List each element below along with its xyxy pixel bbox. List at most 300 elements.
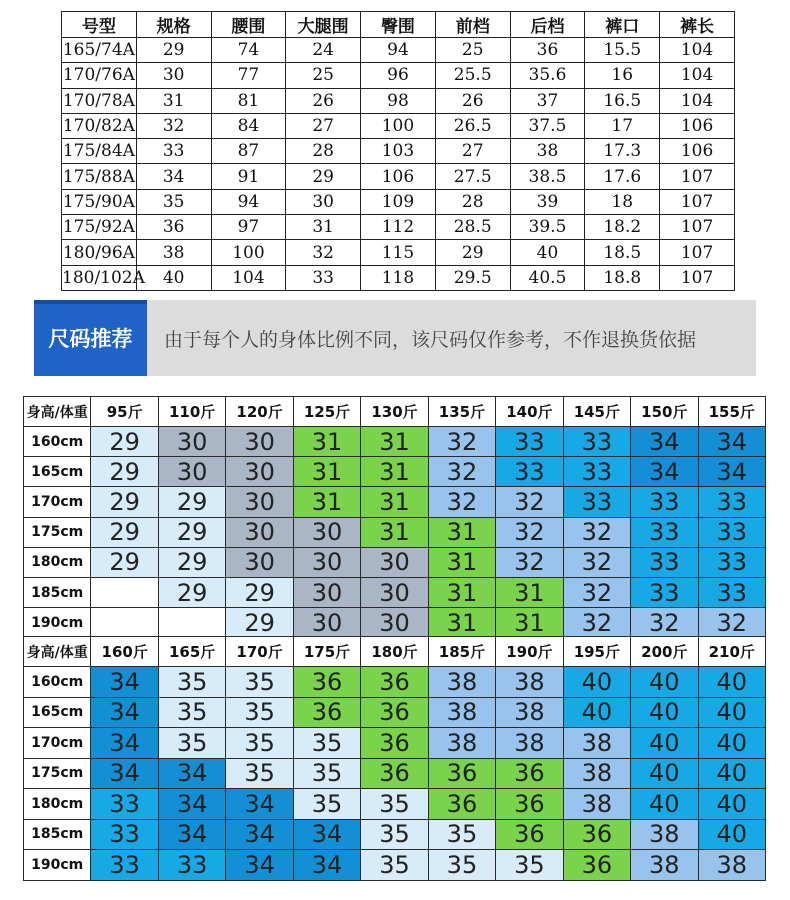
size-chart-cell: 30 [136,63,211,88]
size-chart-header-cell: 腰围 [211,12,286,38]
size-chart-cell: 77 [211,63,286,88]
weight-header-cell: 110斤 [158,397,225,427]
size-chart-cell: 36 [510,38,585,63]
weight-header-cell: 200斤 [631,637,698,667]
size-chart-header-cell: 后档 [510,12,585,38]
size-cell: 36 [428,758,495,789]
weight-header-cell: 175斤 [293,637,360,667]
size-chart-cell: 170/76A [62,63,137,88]
size-cell: 40 [563,697,630,728]
size-cell: 30 [158,427,225,457]
size-chart-cell: 118 [361,265,436,290]
size-cell: 30 [293,547,360,577]
grid-row [24,850,766,881]
size-chart-cell: 33 [136,139,211,164]
size-cell: 34 [226,789,293,820]
size-cell: 31 [293,457,360,487]
size-cell: 32 [496,547,563,577]
size-chart-header-cell: 前档 [435,12,510,38]
size-cell: 29 [91,457,158,487]
size-cell: 31 [428,608,495,638]
size-chart-cell: 37 [510,88,585,113]
size-cell: 30 [293,577,360,607]
size-cell: 29 [158,517,225,547]
size-cell: 35 [226,667,293,698]
size-cell: 29 [91,547,158,577]
size-cell: 35 [293,789,360,820]
size-chart-cell: 27.5 [435,164,510,189]
size-chart-cell: 24 [286,38,361,63]
size-chart-cell: 35 [136,189,211,214]
size-cell: 31 [361,427,428,457]
size-cell: 33 [563,427,630,457]
size-cell: 29 [91,487,158,517]
size-chart-cell: 25 [435,38,510,63]
size-cell: 36 [563,850,630,881]
size-cell: 30 [158,457,225,487]
size-cell: 35 [428,850,495,881]
size-cell: 33 [91,789,158,820]
size-chart-cell: 18.5 [585,240,660,265]
size-cell: 32 [698,608,765,638]
size-cell: 40 [631,667,698,698]
size-chart-header-cell: 裤口 [585,12,660,38]
size-chart-cell: 104 [660,38,735,63]
size-cell: 40 [631,758,698,789]
grid-corner-label: 身高/体重 [24,397,91,427]
size-cell: 34 [698,457,765,487]
size-cell: 35 [361,850,428,881]
size-chart-cell: 81 [211,88,286,113]
size-cell: 40 [631,697,698,728]
size-cell: 36 [293,667,360,698]
size-chart-cell: 31 [136,88,211,113]
height-label-cell: 190cm [24,850,91,881]
size-cell: 36 [496,789,563,820]
size-cell: 36 [361,758,428,789]
size-chart-cell: 25.5 [435,63,510,88]
size-cell: 35 [496,850,563,881]
size-cell: 33 [91,850,158,881]
size-cell: 31 [428,547,495,577]
size-chart-cell: 40 [510,240,585,265]
size-cell: 32 [428,487,495,517]
height-label-cell: 175cm [24,758,91,789]
weight-header-cell: 185斤 [428,637,495,667]
size-chart-cell: 84 [211,113,286,138]
size-chart-cell: 107 [660,240,735,265]
size-cell: 29 [226,577,293,607]
size-cell: 32 [563,547,630,577]
size-cell: 35 [428,819,495,850]
size-chart-cell: 39 [510,189,585,214]
size-chart-cell: 107 [660,164,735,189]
size-cell: 38 [631,819,698,850]
size-cell: 40 [698,667,765,698]
size-cell: 31 [361,457,428,487]
size-chart-cell: 27 [435,139,510,164]
size-cell: 38 [496,728,563,759]
size-chart-cell: 18 [585,189,660,214]
size-chart-cell: 39.5 [510,215,585,240]
size-chart-cell: 18.8 [585,265,660,290]
size-chart-cell: 106 [361,164,436,189]
size-chart-cell: 175/84A [62,139,137,164]
size-cell: 31 [293,487,360,517]
size-cell: 36 [361,667,428,698]
weight-header-cell: 140斤 [496,397,563,427]
size-chart-row [62,38,735,63]
banner-accent [34,300,147,304]
grid-header-row [24,397,766,427]
empty-cell [91,608,158,638]
empty-cell [91,577,158,607]
size-chart-cell: 175/88A [62,164,137,189]
size-cell: 33 [698,517,765,547]
size-cell: 36 [496,758,563,789]
size-cell: 34 [91,667,158,698]
size-chart-cell: 104 [211,265,286,290]
size-cell: 33 [563,457,630,487]
size-cell: 38 [563,758,630,789]
size-cell: 35 [226,758,293,789]
size-chart-cell: 180/102A [62,265,137,290]
size-cell: 31 [428,517,495,547]
size-chart-cell: 104 [660,63,735,88]
size-chart-cell: 29 [435,240,510,265]
size-chart-cell: 29 [286,164,361,189]
grid-row [24,517,766,547]
size-cell: 40 [698,728,765,759]
size-cell: 35 [158,667,225,698]
size-cell: 36 [563,819,630,850]
weight-header-cell: 170斤 [226,637,293,667]
grid-row [24,758,766,789]
size-cell: 36 [361,697,428,728]
size-cell: 36 [361,728,428,759]
size-chart-cell: 180/96A [62,240,137,265]
size-cell: 33 [631,517,698,547]
size-cell: 32 [428,457,495,487]
grid-row [24,547,766,577]
size-chart-cell: 26.5 [435,113,510,138]
height-label-cell: 180cm [24,789,91,820]
size-chart-cell: 32 [286,240,361,265]
size-cell: 32 [563,577,630,607]
size-chart-table [61,11,735,291]
size-chart-cell: 87 [211,139,286,164]
size-chart-cell: 17 [585,113,660,138]
size-cell: 31 [293,427,360,457]
size-chart-cell: 103 [361,139,436,164]
size-cell: 36 [428,789,495,820]
size-cell: 40 [698,758,765,789]
size-cell: 33 [496,457,563,487]
grid-row [24,608,766,638]
size-chart-row [62,164,735,189]
weight-header-cell: 190斤 [496,637,563,667]
size-chart-cell: 16.5 [585,88,660,113]
size-chart-cell: 28 [435,189,510,214]
size-cell: 38 [428,667,495,698]
size-cell: 33 [91,819,158,850]
size-chart-cell: 33 [286,265,361,290]
size-chart-cell: 29.5 [435,265,510,290]
size-cell: 30 [226,457,293,487]
height-label-cell: 185cm [24,577,91,607]
size-cell: 34 [293,850,360,881]
grid-row [24,427,766,457]
size-cell: 36 [293,697,360,728]
size-chart-cell: 40 [136,265,211,290]
banner-tag: 尺码推荐 [34,300,147,376]
size-cell: 31 [496,577,563,607]
weight-header-cell: 180斤 [361,637,428,667]
size-cell: 32 [496,517,563,547]
size-cell: 34 [91,758,158,789]
size-cell: 35 [226,728,293,759]
size-cell: 30 [226,517,293,547]
empty-cell [158,608,225,638]
size-recommendation-banner [34,300,756,376]
grid-row [24,667,766,698]
size-cell: 33 [698,487,765,517]
size-cell: 38 [563,789,630,820]
size-cell: 40 [698,697,765,728]
size-chart-cell: 38 [136,240,211,265]
size-chart-header-cell: 号型 [62,12,137,38]
size-cell: 30 [226,487,293,517]
size-chart-cell: 170/78A [62,88,137,113]
size-cell: 31 [361,517,428,547]
size-cell: 30 [361,577,428,607]
height-label-cell: 175cm [24,517,91,547]
size-chart-cell: 30 [286,189,361,214]
height-label-cell: 180cm [24,547,91,577]
size-chart-cell: 40.5 [510,265,585,290]
size-cell: 32 [563,608,630,638]
size-cell: 30 [226,427,293,457]
height-label-cell: 190cm [24,608,91,638]
size-cell: 40 [563,667,630,698]
size-cell: 30 [226,547,293,577]
size-cell: 40 [698,789,765,820]
size-cell: 29 [158,487,225,517]
size-chart-cell: 94 [361,38,436,63]
size-chart-cell: 28 [286,139,361,164]
size-chart-cell: 107 [660,189,735,214]
size-chart-row [62,240,735,265]
size-chart-cell: 26 [286,88,361,113]
weight-header-cell: 210斤 [698,637,765,667]
size-chart-cell: 91 [211,164,286,189]
size-cell: 38 [496,697,563,728]
size-chart-cell: 170/82A [62,113,137,138]
size-chart-cell: 17.3 [585,139,660,164]
size-chart-cell: 28.5 [435,215,510,240]
size-chart-cell: 106 [660,113,735,138]
size-cell: 32 [563,517,630,547]
size-cell: 34 [698,427,765,457]
size-cell: 35 [158,697,225,728]
size-cell: 35 [226,697,293,728]
size-chart-cell: 38.5 [510,164,585,189]
weight-header-cell: 95斤 [91,397,158,427]
size-chart-cell: 35.6 [510,63,585,88]
size-chart-cell: 29 [136,38,211,63]
size-chart-cell: 100 [211,240,286,265]
size-chart-cell: 165/74A [62,38,137,63]
size-cell: 35 [158,728,225,759]
size-chart-cell: 34 [136,164,211,189]
size-chart-header-cell: 规格 [136,12,211,38]
size-chart-cell: 18.2 [585,215,660,240]
size-cell: 40 [631,728,698,759]
size-chart-cell: 175/90A [62,189,137,214]
grid-header-row [24,637,766,667]
height-label-cell: 170cm [24,487,91,517]
size-cell: 30 [293,517,360,547]
size-cell: 40 [698,819,765,850]
size-cell: 33 [631,577,698,607]
size-chart-cell: 175/92A [62,215,137,240]
size-cell: 32 [496,487,563,517]
size-cell: 34 [293,819,360,850]
size-cell: 33 [698,577,765,607]
size-cell: 33 [698,547,765,577]
weight-header-cell: 145斤 [563,397,630,427]
banner-disclaimer: 由于每个人的身体比例不同，该尺码仅作参考，不作退换货依据 [164,328,697,351]
size-cell: 29 [158,577,225,607]
weight-header-cell: 195斤 [563,637,630,667]
height-label-cell: 165cm [24,697,91,728]
size-cell: 30 [293,608,360,638]
size-cell: 40 [631,789,698,820]
size-cell: 38 [428,728,495,759]
height-label-cell: 185cm [24,819,91,850]
size-cell: 32 [631,608,698,638]
size-chart-cell: 25 [286,63,361,88]
grid-row [24,487,766,517]
size-chart-header-cell: 大腿围 [286,12,361,38]
size-cell: 36 [496,819,563,850]
size-chart-cell: 106 [660,139,735,164]
size-cell: 29 [158,547,225,577]
size-chart-header-cell: 裤长 [660,12,735,38]
recommendation-grid-light [23,396,766,638]
size-chart-cell: 100 [361,113,436,138]
size-chart-cell: 115 [361,240,436,265]
size-cell: 34 [91,697,158,728]
size-chart-cell: 16 [585,63,660,88]
weight-header-cell: 125斤 [293,397,360,427]
size-chart-cell: 26 [435,88,510,113]
size-chart-cell: 37.5 [510,113,585,138]
size-cell: 35 [293,728,360,759]
size-cell: 34 [631,457,698,487]
size-cell: 34 [631,427,698,457]
size-chart-cell: 109 [361,189,436,214]
size-cell: 38 [563,728,630,759]
size-cell: 33 [496,427,563,457]
height-label-cell: 165cm [24,457,91,487]
size-chart-cell: 17.6 [585,164,660,189]
size-cell: 34 [158,819,225,850]
size-cell: 31 [361,487,428,517]
size-cell: 34 [226,850,293,881]
size-chart-row [62,88,735,113]
size-cell: 31 [428,577,495,607]
weight-header-cell: 130斤 [361,397,428,427]
recommendation-grid-heavy [23,636,766,881]
size-chart-cell: 15.5 [585,38,660,63]
size-chart-cell: 32 [136,113,211,138]
weight-header-cell: 155斤 [698,397,765,427]
grid-row [24,728,766,759]
size-chart-row [62,189,735,214]
size-chart-cell: 97 [211,215,286,240]
weight-header-cell: 160斤 [91,637,158,667]
size-chart-row [62,265,735,290]
size-cell: 33 [158,850,225,881]
grid-row [24,819,766,850]
size-cell: 29 [226,608,293,638]
size-chart-cell: 107 [660,265,735,290]
weight-header-cell: 150斤 [631,397,698,427]
size-cell: 30 [361,608,428,638]
size-chart-row [62,113,735,138]
size-cell: 33 [631,547,698,577]
size-cell: 31 [496,608,563,638]
weight-header-cell: 120斤 [226,397,293,427]
size-cell: 34 [158,789,225,820]
size-chart-cell: 94 [211,189,286,214]
size-chart-cell: 104 [660,88,735,113]
weight-header-cell: 165斤 [158,637,225,667]
size-cell: 35 [361,789,428,820]
size-chart-cell: 27 [286,113,361,138]
grid-row [24,457,766,487]
size-cell: 32 [428,427,495,457]
size-cell: 38 [428,697,495,728]
height-label-cell: 170cm [24,728,91,759]
size-chart-row [62,215,735,240]
weight-header-cell: 135斤 [428,397,495,427]
size-chart-cell: 107 [660,215,735,240]
grid-row [24,789,766,820]
size-chart-cell: 98 [361,88,436,113]
size-cell: 38 [631,850,698,881]
size-chart-row [62,139,735,164]
size-chart-cell: 38 [510,139,585,164]
height-label-cell: 160cm [24,667,91,698]
size-cell: 33 [563,487,630,517]
size-chart-header-cell: 臀围 [361,12,436,38]
size-cell: 38 [698,850,765,881]
size-cell: 29 [91,517,158,547]
grid-row [24,697,766,728]
size-cell: 35 [361,819,428,850]
size-chart-cell: 31 [286,215,361,240]
size-cell: 35 [293,758,360,789]
grid-corner-label: 身高/体重 [24,637,91,667]
size-cell: 34 [91,728,158,759]
size-chart-cell: 36 [136,215,211,240]
size-cell: 30 [361,547,428,577]
size-chart-cell: 112 [361,215,436,240]
size-cell: 38 [496,667,563,698]
height-label-cell: 160cm [24,427,91,457]
